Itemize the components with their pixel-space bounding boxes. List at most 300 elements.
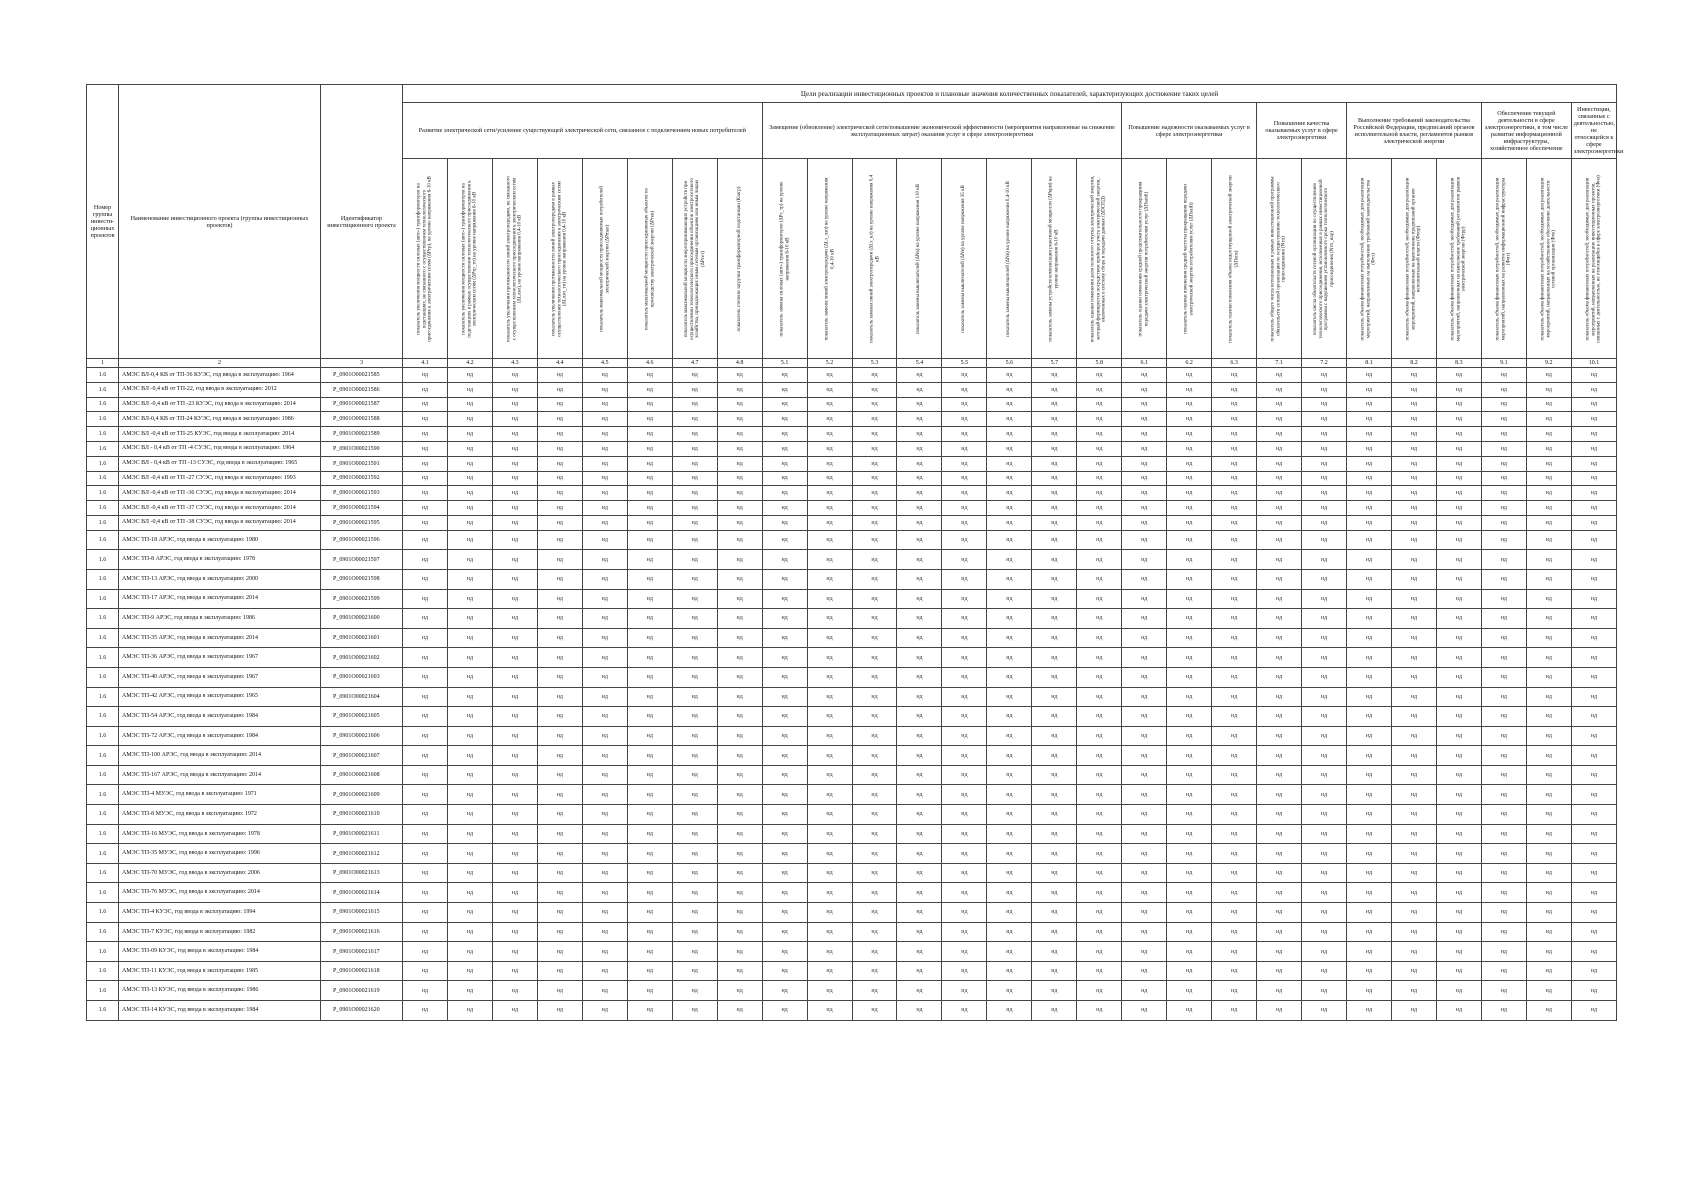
row-value: нд — [762, 667, 807, 687]
row-value: нд — [403, 824, 448, 844]
row-value: нд — [1212, 746, 1257, 766]
row-value: нд — [492, 824, 537, 844]
row-value: нд — [1436, 530, 1481, 550]
header-category: Развитие электрической сети/усиление существующей электрической сети, связанное с подключением новых потребителей — [403, 103, 763, 159]
row-value: нд — [852, 903, 897, 923]
row-value: нд — [1481, 903, 1526, 923]
row-value: нд — [403, 515, 448, 530]
indicator-label: показатель максимальной мощности присоединяемых потребителей электрической энергии (ΔPmax) — [599, 185, 610, 332]
row-project-name: АМЭС ВЛ -0,4 кВ от ТП-22, год ввода в эксплуатацию: 2012 — [119, 382, 321, 397]
row-value: нд — [942, 628, 987, 648]
row-value: нд — [1257, 805, 1302, 825]
row-value: нд — [582, 883, 627, 903]
row-project-name: АМЭС ВЛ -0,4 кВ от ТП -27 СУЭС, год ввода в эксплуатацию: 1993 — [119, 471, 321, 486]
row-value: нд — [627, 903, 672, 923]
row-value: нд — [1571, 628, 1616, 648]
row-value: нд — [807, 456, 852, 471]
indicator-label: показатель замены выключателей (ΔNв) на уровне напряжения 110 кВ — [916, 183, 922, 334]
row-value: нд — [807, 569, 852, 589]
row-value: нд — [537, 942, 582, 962]
row-value: нд — [807, 648, 852, 668]
row-value: нд — [1167, 883, 1212, 903]
row-value: нд — [807, 863, 852, 883]
row-value: нд — [1077, 368, 1122, 383]
row-value: нд — [1436, 922, 1481, 942]
row-value: нд — [672, 471, 717, 486]
row-value: нд — [1481, 456, 1526, 471]
row-value: нд — [1302, 427, 1347, 442]
row-value: нд — [942, 382, 987, 397]
row-value: нд — [627, 569, 672, 589]
row-value: нд — [403, 707, 448, 727]
row-value: нд — [987, 981, 1032, 1001]
row-value: нд — [582, 628, 627, 648]
row-value: нд — [897, 785, 942, 805]
row-value: нд — [1302, 628, 1347, 648]
row-value: нд — [1212, 397, 1257, 412]
row-value: нд — [1436, 515, 1481, 530]
row-value: нд — [852, 412, 897, 427]
row-value: нд — [627, 981, 672, 1001]
row-group-number: 1.6 — [87, 883, 119, 903]
row-value: нд — [1167, 456, 1212, 471]
row-value: нд — [1391, 441, 1436, 456]
row-value: нд — [1212, 824, 1257, 844]
row-value: нд — [717, 726, 762, 746]
row-value: нд — [1347, 863, 1392, 883]
column-number: 9.2 — [1526, 359, 1571, 368]
row-value: нд — [717, 397, 762, 412]
row-value: нд — [1391, 397, 1436, 412]
row-value: нд — [1077, 922, 1122, 942]
row-value: нд — [492, 726, 537, 746]
row-value: нд — [627, 441, 672, 456]
table-row — [87, 412, 1617, 427]
row-value: нд — [537, 530, 582, 550]
row-value: нд — [403, 427, 448, 442]
row-value: нд — [987, 707, 1032, 727]
row-value: нд — [1436, 648, 1481, 668]
row-value: нд — [1347, 648, 1392, 668]
row-value: нд — [1391, 942, 1436, 962]
row-value: нд — [1526, 471, 1571, 486]
row-value: нд — [1436, 441, 1481, 456]
row-value: нд — [403, 471, 448, 486]
row-value: нд — [717, 922, 762, 942]
row-value: нд — [1077, 726, 1122, 746]
row-value: нд — [1391, 589, 1436, 609]
row-value: нд — [942, 667, 987, 687]
row-value: нд — [987, 922, 1032, 942]
row-value: нд — [492, 667, 537, 687]
row-value: нд — [762, 569, 807, 589]
row-value: нд — [1077, 648, 1122, 668]
header-indicator — [403, 159, 448, 359]
row-value: нд — [762, 427, 807, 442]
row-group-number: 1.6 — [87, 805, 119, 825]
row-value: нд — [582, 530, 627, 550]
row-project-id: P_0901О00021587 — [321, 397, 403, 412]
row-value: нд — [492, 746, 537, 766]
header-indicator — [627, 159, 672, 359]
table-row — [87, 368, 1617, 383]
row-value: нд — [447, 922, 492, 942]
row-value: нд — [447, 844, 492, 864]
row-value: нд — [1077, 501, 1122, 516]
header-indicator — [987, 159, 1032, 359]
row-value: нд — [537, 687, 582, 707]
row-value: нд — [537, 569, 582, 589]
column-number: 7.1 — [1257, 359, 1302, 368]
row-value: нд — [807, 746, 852, 766]
row-value: нд — [1481, 863, 1526, 883]
row-project-name: АМЭС ВЛ - 0,4 кВ от ТП -13 СУЭС, год ввода в эксплуатацию: 1965 — [119, 456, 321, 471]
row-value: нд — [1302, 844, 1347, 864]
row-value: нд — [987, 397, 1032, 412]
row-value: нд — [1391, 981, 1436, 1001]
row-value: нд — [492, 382, 537, 397]
row-value: нд — [1526, 844, 1571, 864]
table-row — [87, 981, 1617, 1001]
row-value: нд — [582, 746, 627, 766]
header-indicator — [942, 159, 987, 359]
indicator-label: показатель замены линий электропередачи (ΔLз_кл) на уровне напряжения 0,4 кВ — [868, 174, 880, 343]
row-value: нд — [807, 805, 852, 825]
row-value: нд — [1257, 824, 1302, 844]
row-value: нд — [1077, 746, 1122, 766]
row-value: нд — [762, 707, 807, 727]
indicator-label: показатель максимальной мощности энергопринимающих устройств при осуществлении технологического присоединения объектов электросетевого хозяйства, принадлежащих иным сетевым организациям или иным лицам (ΔPсет) — [683, 177, 706, 340]
row-value: нд — [942, 687, 987, 707]
row-value: нд — [492, 530, 537, 550]
row-value: нд — [1257, 456, 1302, 471]
row-value: нд — [1302, 441, 1347, 456]
row-value: нд — [672, 368, 717, 383]
row-value: нд — [627, 648, 672, 668]
row-value: нд — [942, 922, 987, 942]
row-value: нд — [1571, 569, 1616, 589]
row-value: нд — [403, 726, 448, 746]
row-group-number: 1.6 — [87, 589, 119, 609]
row-value: нд — [1167, 441, 1212, 456]
row-value: нд — [897, 961, 942, 981]
row-value: нд — [672, 456, 717, 471]
row-value: нд — [627, 746, 672, 766]
row-value: нд — [1347, 824, 1392, 844]
row-project-name: АМЭС ТП-35 АРЭС, год ввода в эксплуатацию: 2014 — [119, 628, 321, 648]
row-value: нд — [987, 501, 1032, 516]
row-value: нд — [1122, 922, 1167, 942]
row-value: нд — [1212, 501, 1257, 516]
row-value: нд — [1122, 550, 1167, 570]
row-project-id: P_0901О00021619 — [321, 981, 403, 1001]
row-group-number: 1.6 — [87, 382, 119, 397]
row-value: нд — [1391, 501, 1436, 516]
row-value: нд — [762, 785, 807, 805]
row-value: нд — [1302, 368, 1347, 383]
row-value: нд — [1212, 368, 1257, 383]
row-project-id: P_0901О00021602 — [321, 648, 403, 668]
header-indicator — [1032, 159, 1077, 359]
row-value: нд — [1391, 824, 1436, 844]
row-value: нд — [447, 981, 492, 1001]
row-value: нд — [1391, 922, 1436, 942]
column-number: 8.1 — [1347, 359, 1392, 368]
row-value: нд — [1571, 456, 1616, 471]
column-number: 6.2 — [1167, 359, 1212, 368]
row-value: нд — [447, 412, 492, 427]
row-value: нд — [447, 550, 492, 570]
row-value: нд — [492, 427, 537, 442]
indicator-label: показатель увеличения мощности силовых (авто-) трансформаторов на подстанциях, не связанного с осуществлением технологического присоединения к электрическим сетям (ΔPтр), на уровне напряжения 6-10 кВ — [416, 175, 433, 342]
row-value: нд — [1571, 746, 1616, 766]
row-value: нд — [717, 412, 762, 427]
row-value: нд — [1481, 1001, 1526, 1021]
row-value: нд — [447, 961, 492, 981]
row-value: нд — [1122, 501, 1167, 516]
row-value: нд — [762, 471, 807, 486]
row-value: нд — [1302, 726, 1347, 746]
row-value: нд — [1212, 785, 1257, 805]
row-value: нд — [897, 883, 942, 903]
row-value: нд — [1302, 942, 1347, 962]
row-value: нд — [1481, 427, 1526, 442]
row-group-number: 1.6 — [87, 1001, 119, 1021]
row-value: нд — [1302, 687, 1347, 707]
row-value: нд — [1257, 569, 1302, 589]
row-value: нд — [987, 785, 1032, 805]
row-value: нд — [1302, 397, 1347, 412]
table-row — [87, 382, 1617, 397]
row-value: нд — [403, 863, 448, 883]
row-value: нд — [1212, 687, 1257, 707]
row-value: нд — [1212, 805, 1257, 825]
row-value: нд — [987, 441, 1032, 456]
row-value: нд — [1571, 883, 1616, 903]
row-value: нд — [717, 501, 762, 516]
row-value: нд — [1212, 961, 1257, 981]
row-value: нд — [1481, 667, 1526, 687]
row-value: нд — [1391, 456, 1436, 471]
row-value: нд — [1122, 667, 1167, 687]
row-project-id: P_0901О00021600 — [321, 609, 403, 629]
row-value: нд — [852, 824, 897, 844]
row-value: нд — [1391, 569, 1436, 589]
row-value: нд — [1167, 746, 1212, 766]
row-value: нд — [762, 942, 807, 962]
row-value: нд — [807, 961, 852, 981]
row-value: нд — [1167, 844, 1212, 864]
row-value: нд — [942, 863, 987, 883]
row-project-name: АМЭС ТП-35 МУЭС, год ввода в эксплуатацию: 1996 — [119, 844, 321, 864]
row-value: нд — [987, 486, 1032, 501]
row-value: нд — [1032, 981, 1077, 1001]
row-value: нд — [1032, 667, 1077, 687]
row-value: нд — [1391, 726, 1436, 746]
row-value: нд — [1526, 726, 1571, 746]
row-value: нд — [447, 765, 492, 785]
column-number: 4.1 — [403, 359, 448, 368]
row-value: нд — [582, 667, 627, 687]
column-number: 6.1 — [1122, 359, 1167, 368]
row-value: нд — [1302, 883, 1347, 903]
row-value: нд — [1526, 441, 1571, 456]
row-value: нд — [1257, 515, 1302, 530]
row-value: нд — [987, 382, 1032, 397]
row-value: нд — [1302, 824, 1347, 844]
row-value: нд — [762, 412, 807, 427]
row-value: нд — [582, 824, 627, 844]
row-value: нд — [1212, 456, 1257, 471]
row-value: нд — [627, 785, 672, 805]
row-value: нд — [1302, 589, 1347, 609]
row-value: нд — [1032, 628, 1077, 648]
row-value: нд — [1347, 785, 1392, 805]
row-value: нд — [1571, 726, 1616, 746]
row-value: нд — [1122, 844, 1167, 864]
table-row — [87, 628, 1617, 648]
row-value: нд — [1436, 765, 1481, 785]
row-value: нд — [987, 427, 1032, 442]
row-value: нд — [762, 550, 807, 570]
row-project-name: АМЭС ТП-4 МУЭС, год ввода в эксплуатацию: 1971 — [119, 785, 321, 805]
row-value: нд — [1481, 441, 1526, 456]
row-value: нд — [1032, 707, 1077, 727]
row-value: нд — [852, 609, 897, 629]
row-value: нд — [807, 687, 852, 707]
row-value: нд — [717, 844, 762, 864]
row-value: нд — [1391, 486, 1436, 501]
row-value: нд — [537, 427, 582, 442]
row-value: нд — [403, 628, 448, 648]
row-value: нд — [1481, 382, 1526, 397]
row-project-id: P_0901О00021595 — [321, 515, 403, 530]
row-value: нд — [1077, 981, 1122, 1001]
row-value: нд — [852, 726, 897, 746]
indicator-label: показатель оценки изменения объема недоотпущенной электрической энергии (ΔПens) — [1228, 174, 1240, 343]
indicator-label: показатель максимальной мощности присоединяемых объектов по производству электрической энергии (ΔPген) — [644, 187, 655, 330]
row-value: нд — [1391, 687, 1436, 707]
row-value: нд — [627, 844, 672, 864]
row-value: нд — [852, 530, 897, 550]
row-value: нд — [492, 687, 537, 707]
row-value: нд — [1122, 397, 1167, 412]
row-value: нд — [1526, 427, 1571, 442]
row-value: нд — [942, 427, 987, 442]
header-project-name: Наименование инвестиционного проекта (группы инвестиционных проектов) — [119, 85, 321, 359]
indicator-label: показатель объема финансовых потребностей, необходимых для реализации мероприятий, направленных на реализацию инвестиционных проектов, связанных с деятельностью, не относящейся к сфере электроэнергетики (Фнэ) — [1585, 174, 1602, 343]
row-value: нд — [717, 550, 762, 570]
row-value: нд — [717, 961, 762, 981]
row-value: нд — [537, 368, 582, 383]
row-value: нд — [447, 397, 492, 412]
row-value: нд — [1122, 942, 1167, 962]
row-value: нд — [1571, 922, 1616, 942]
row-value: нд — [1302, 922, 1347, 942]
row-value: нд — [942, 456, 987, 471]
row-value: нд — [447, 824, 492, 844]
row-value: нд — [1212, 883, 1257, 903]
row-value: нд — [1212, 707, 1257, 727]
row-value: нд — [942, 805, 987, 825]
row-value: нд — [1347, 441, 1392, 456]
row-value: нд — [1481, 501, 1526, 516]
row-project-id: P_0901О00021614 — [321, 883, 403, 903]
row-value: нд — [447, 441, 492, 456]
header-category: Повышение качества оказываемых услуг в сфере электроэнергетики — [1257, 103, 1347, 159]
row-value: нд — [627, 687, 672, 707]
indicator-label: показатель увеличения протяженности линий электропередачи, не связанного с осуществлением технологического присоединения к электрическим сетям (ΔLлэп), на уровне напряжения 0,4-10 кВ — [506, 175, 523, 342]
row-project-id: P_0901О00021603 — [321, 667, 403, 687]
header-indicator — [897, 159, 942, 359]
row-value: нд — [1571, 441, 1616, 456]
row-value: нд — [1167, 863, 1212, 883]
table-row — [87, 609, 1617, 629]
row-group-number: 1.6 — [87, 903, 119, 923]
row-value: нд — [897, 550, 942, 570]
row-value: нд — [1347, 368, 1392, 383]
row-value: нд — [1122, 805, 1167, 825]
row-project-id: P_0901О00021612 — [321, 844, 403, 864]
row-value: нд — [1391, 550, 1436, 570]
row-value: нд — [492, 785, 537, 805]
row-value: нд — [1257, 883, 1302, 903]
header-goals-title: Цели реализации инвестиционных проектов и плановые значения количественных показателей, характеризующих достижение таких целей — [403, 85, 1617, 103]
column-number: 7.2 — [1302, 359, 1347, 368]
row-value: нд — [1122, 707, 1167, 727]
row-group-number: 1.6 — [87, 746, 119, 766]
row-value: нд — [807, 441, 852, 456]
row-project-name: АМЭС ВЛ-0,4 КВ от ТП-36 КУЭС, год ввода в эксплуатацию: 1964 — [119, 368, 321, 383]
row-value: нд — [1571, 863, 1616, 883]
row-group-number: 1.6 — [87, 486, 119, 501]
row-value: нд — [1526, 961, 1571, 981]
row-value: нд — [492, 441, 537, 456]
row-value: нд — [1302, 648, 1347, 668]
column-number: 3 — [321, 359, 403, 368]
indicator-label: показатель оценки изменения доли полезного отпуска электрической энергии, который формируется посредством приборов учета электрической энергии, включенных в систему сбора и передачи данных (ΔDСПД) — [1090, 175, 1108, 342]
row-value: нд — [1571, 501, 1616, 516]
row-value: нд — [672, 903, 717, 923]
row-value: нд — [1347, 707, 1392, 727]
column-number: 4.6 — [627, 359, 672, 368]
header-indicator — [1167, 159, 1212, 359]
row-value: нд — [1257, 785, 1302, 805]
row-value: нд — [1571, 412, 1616, 427]
row-value: нд — [897, 589, 942, 609]
row-value: нд — [1077, 515, 1122, 530]
row-value: нд — [1032, 515, 1077, 530]
row-value: нд — [1347, 501, 1392, 516]
row-value: нд — [1122, 609, 1167, 629]
row-value: нд — [852, 648, 897, 668]
row-value: нд — [987, 1001, 1032, 1021]
row-value: нд — [762, 486, 807, 501]
row-value: нд — [807, 667, 852, 687]
row-value: нд — [762, 456, 807, 471]
row-value: нд — [897, 471, 942, 486]
row-value: нд — [762, 824, 807, 844]
row-value: нд — [627, 667, 672, 687]
row-value: нд — [1032, 785, 1077, 805]
row-value: нд — [1347, 1001, 1392, 1021]
row-value: нд — [987, 530, 1032, 550]
row-value: нд — [1481, 687, 1526, 707]
row-value: нд — [403, 382, 448, 397]
row-value: нд — [807, 765, 852, 785]
row-value: нд — [1347, 746, 1392, 766]
row-value: нд — [403, 456, 448, 471]
